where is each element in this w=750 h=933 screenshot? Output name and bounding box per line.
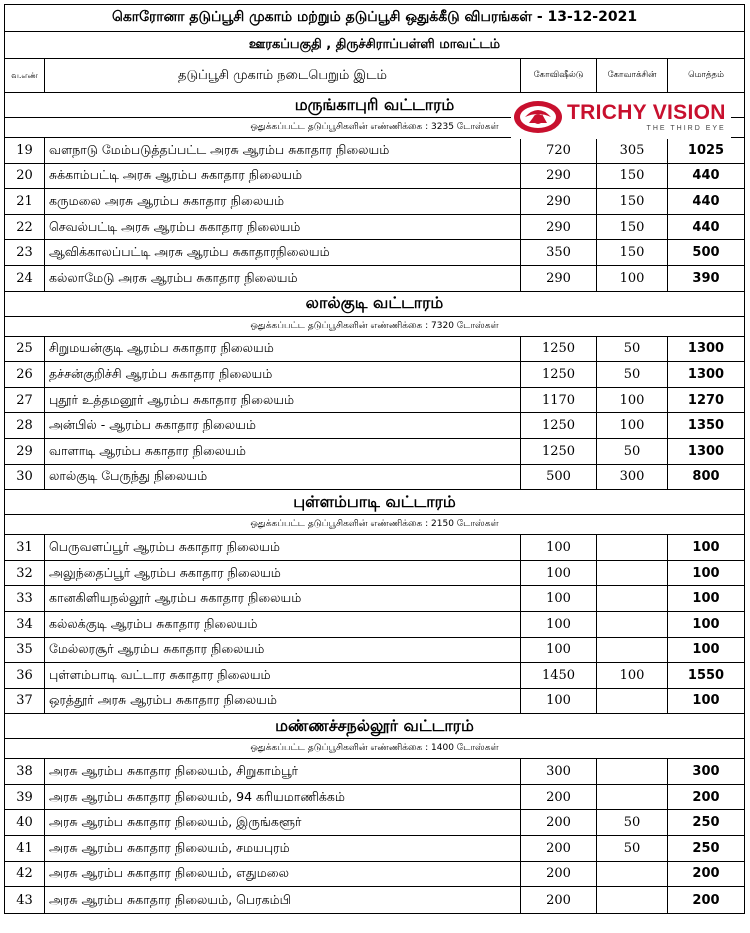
serial-number-cell: 20 xyxy=(5,164,45,189)
covishield-cell: 100 xyxy=(521,638,597,663)
covishield-cell: 1450 xyxy=(521,663,597,688)
place-cell: அன்பில் - ஆரம்ப சுகாதார நிலையம் xyxy=(45,413,521,438)
covishield-cell: 100 xyxy=(521,561,597,586)
covaxin-cell: 50 xyxy=(597,836,668,861)
place-cell: கல்லக்குடி ஆரம்ப சுகாதார நிலையம் xyxy=(45,612,521,637)
covishield-cell: 350 xyxy=(521,240,597,265)
place-cell: அலுந்தைப்பூர் ஆரம்ப சுகாதார நிலையம் xyxy=(45,561,521,586)
covaxin-cell: 50 xyxy=(597,439,668,464)
serial-number-cell: 34 xyxy=(5,612,45,637)
total-cell: 500 xyxy=(692,245,720,261)
covaxin-cell xyxy=(597,586,668,611)
covishield-cell: 300 xyxy=(521,759,597,784)
header-serial-number: வ.எண் xyxy=(5,59,45,92)
serial-number-cell: 25 xyxy=(5,337,45,362)
covaxin-cell xyxy=(597,535,668,560)
total-cell: 1300 xyxy=(687,341,725,357)
block-heading xyxy=(5,292,744,317)
serial-number-cell: 23 xyxy=(5,240,45,265)
table-row xyxy=(5,413,744,439)
header-place: தடுப்பூசி முகாம் நடைபெறும் இடம் xyxy=(45,59,521,92)
place-cell: தச்சன்குறிச்சி ஆரம்ப சுகாதார நிலையம் xyxy=(45,362,521,387)
allocation-text: ஒதுக்கப்பட்ட தடுப்பூசிகளின் எண்ணிக்கை : 2150 டோஸ்கள் xyxy=(250,519,499,530)
covaxin-cell: 150 xyxy=(597,240,668,265)
block-name: மண்ணச்சநல்லூர் வட்டாரம் xyxy=(275,715,474,735)
serial-number-cell: 30 xyxy=(5,465,45,490)
covaxin-cell xyxy=(597,638,668,663)
place-cell: வளநாடு மேம்படுத்தப்பட்ட அரசு ஆரம்ப சுகாதார நிலையம் xyxy=(45,138,521,163)
vaccination-table xyxy=(4,4,745,914)
covaxin-cell: 50 xyxy=(597,337,668,362)
total-cell: 250 xyxy=(692,815,720,831)
covishield-cell: 290 xyxy=(521,215,597,240)
place-cell: கல்லாமேடு அரசு ஆரம்ப சுகாதார நிலையம் xyxy=(45,266,521,291)
covaxin-cell: 100 xyxy=(597,413,668,438)
allocation-row xyxy=(5,739,744,759)
covishield-cell: 100 xyxy=(521,689,597,714)
place-cell: மேல்லரசூர் ஆரம்ப சுகாதார நிலையம் xyxy=(45,638,521,663)
covishield-cell: 200 xyxy=(521,785,597,810)
serial-number-cell: 27 xyxy=(5,388,45,413)
place-cell: அரசு ஆரம்ப சுகாதார நிலையம், 94 கரியமாணிக்கம் xyxy=(45,785,521,810)
covishield-cell: 1250 xyxy=(521,337,597,362)
header-total: மொத்தம் xyxy=(688,70,724,80)
table-row xyxy=(5,362,744,388)
covaxin-cell: 50 xyxy=(597,362,668,387)
covishield-cell: 200 xyxy=(521,810,597,835)
covaxin-cell: 100 xyxy=(597,266,668,291)
total-cell: 200 xyxy=(692,866,720,882)
block-heading xyxy=(5,490,744,515)
covaxin-cell xyxy=(597,561,668,586)
logo-name: TRICHY VISION xyxy=(567,101,726,124)
serial-number-cell: 41 xyxy=(5,836,45,861)
total-cell: 800 xyxy=(692,469,720,485)
serial-number-cell: 24 xyxy=(5,266,45,291)
allocation-row xyxy=(5,317,744,337)
block-heading xyxy=(5,714,744,739)
table-row xyxy=(5,266,744,292)
total-cell: 100 xyxy=(692,591,720,607)
allocation-row xyxy=(5,515,744,535)
place-cell: சிறுமயன்குடி ஆரம்ப சுகாதார நிலையம் xyxy=(45,337,521,362)
covaxin-cell: 150 xyxy=(597,189,668,214)
table-row xyxy=(5,836,744,862)
total-cell: 100 xyxy=(692,642,720,658)
serial-number-cell: 40 xyxy=(5,810,45,835)
table-row xyxy=(5,689,744,715)
total-cell: 440 xyxy=(692,193,720,209)
covishield-cell: 200 xyxy=(521,836,597,861)
place-cell: சுக்காம்பட்டி அரசு ஆரம்ப சுகாதார நிலையம் xyxy=(45,164,521,189)
covishield-cell: 200 xyxy=(521,862,597,887)
serial-number-cell: 37 xyxy=(5,689,45,714)
place-cell: வாளாடி ஆரம்ப சுகாதார நிலையம் xyxy=(45,439,521,464)
place-cell: அரசு ஆரம்ப சுகாதார நிலையம், எதுமலை xyxy=(45,862,521,887)
total-cell: 100 xyxy=(692,693,720,709)
total-cell: 200 xyxy=(692,789,720,805)
place-cell: லால்குடி பேருந்து நிலையம் xyxy=(45,465,521,490)
table-row xyxy=(5,240,744,266)
total-cell: 300 xyxy=(692,764,720,780)
table-row xyxy=(5,388,744,414)
table-row xyxy=(5,887,744,913)
place-cell: புதூர் உத்தமனூர் ஆரம்ப சுகாதார நிலையம் xyxy=(45,388,521,413)
covaxin-cell xyxy=(597,612,668,637)
table-row xyxy=(5,561,744,587)
serial-number-cell: 29 xyxy=(5,439,45,464)
block-name: மருங்காபுரி வட்டாரம் xyxy=(294,94,455,114)
covishield-cell: 1250 xyxy=(521,439,597,464)
place-cell: அரசு ஆரம்ப சுகாதார நிலையம், இருங்களூர் xyxy=(45,810,521,835)
logo-text xyxy=(567,102,726,132)
total-cell: 440 xyxy=(692,168,720,184)
table-row xyxy=(5,215,744,241)
table-row xyxy=(5,337,744,363)
place-cell: அரசு ஆரம்ப சுகாதார நிலையம், பெரகம்பி xyxy=(45,887,521,913)
total-cell: 1300 xyxy=(687,366,725,382)
covaxin-cell: 150 xyxy=(597,215,668,240)
total-cell: 100 xyxy=(692,616,720,632)
covishield-cell: 100 xyxy=(521,535,597,560)
table-row xyxy=(5,810,744,836)
document-title-text: கொரோனா தடுப்பூசி முகாம் மற்றும் தடுப்பூசி ஒதுக்கீடு விபரங்கள் - 13-12-2021 xyxy=(111,9,638,25)
total-cell: 250 xyxy=(692,840,720,856)
covishield-cell: 290 xyxy=(521,164,597,189)
table-row xyxy=(5,785,744,811)
table-row xyxy=(5,638,744,664)
total-cell: 200 xyxy=(692,892,720,908)
covaxin-cell: 50 xyxy=(597,810,668,835)
place-cell: அரசு ஆரம்ப சுகாதார நிலையம், சமயபுரம் xyxy=(45,836,521,861)
covishield-cell: 500 xyxy=(521,465,597,490)
covishield-cell: 1250 xyxy=(521,362,597,387)
covaxin-cell xyxy=(597,862,668,887)
serial-number-cell: 26 xyxy=(5,362,45,387)
serial-number-cell: 38 xyxy=(5,759,45,784)
table-row xyxy=(5,465,744,491)
eye-logo-icon xyxy=(513,99,563,135)
serial-number-cell: 21 xyxy=(5,189,45,214)
covaxin-cell xyxy=(597,759,668,784)
document-title xyxy=(5,5,744,32)
table-row xyxy=(5,663,744,689)
table-row xyxy=(5,189,744,215)
serial-number-cell: 42 xyxy=(5,862,45,887)
district-heading-text: ஊரகப்பகுதி , திருச்சிராப்பள்ளி மாவட்டம் xyxy=(248,37,501,52)
total-cell: 1350 xyxy=(687,418,725,434)
block-sections xyxy=(5,93,744,913)
serial-number-cell: 31 xyxy=(5,535,45,560)
serial-number-cell: 43 xyxy=(5,887,45,913)
covishield-cell: 720 xyxy=(521,138,597,163)
place-cell: அரசு ஆரம்ப சுகாதார நிலையம், சிறுகாம்பூர் xyxy=(45,759,521,784)
place-cell: ஒரத்தூர் அரசு ஆரம்ப சுகாதார நிலையம் xyxy=(45,689,521,714)
total-cell: 100 xyxy=(692,539,720,555)
table-row xyxy=(5,535,744,561)
covishield-cell: 100 xyxy=(521,586,597,611)
block-name: லால்குடி வட்டாரம் xyxy=(305,293,444,313)
place-cell: கானகிளியநல்லூர் ஆரம்ப சுகாதார நிலையம் xyxy=(45,586,521,611)
logo-tagline: THE THIRD EYE xyxy=(646,125,726,132)
table-row xyxy=(5,439,744,465)
covaxin-cell: 305 xyxy=(597,138,668,163)
covaxin-cell: 100 xyxy=(597,663,668,688)
place-cell: புள்ளம்பாடி வட்டார சுகாதார நிலையம் xyxy=(45,663,521,688)
covaxin-cell: 300 xyxy=(597,465,668,490)
district-heading xyxy=(5,32,744,59)
trichy-vision-logo xyxy=(511,95,731,139)
serial-number-cell: 35 xyxy=(5,638,45,663)
table-row xyxy=(5,612,744,638)
covaxin-cell xyxy=(597,785,668,810)
covishield-cell: 200 xyxy=(521,887,597,913)
covaxin-cell: 100 xyxy=(597,388,668,413)
serial-number-cell: 36 xyxy=(5,663,45,688)
total-cell: 440 xyxy=(692,219,720,235)
total-cell: 100 xyxy=(692,565,720,581)
column-header-row xyxy=(5,59,744,93)
total-cell: 1550 xyxy=(687,667,725,683)
covishield-cell: 1170 xyxy=(521,388,597,413)
serial-number-cell: 32 xyxy=(5,561,45,586)
header-covishield: கோவிஷீல்டு xyxy=(521,59,597,92)
place-cell: பெருவளப்பூர் ஆரம்ப சுகாதார நிலையம் xyxy=(45,535,521,560)
total-cell: 1025 xyxy=(687,142,725,158)
header-covaxin: கோவாக்சின் xyxy=(597,59,668,92)
table-row xyxy=(5,586,744,612)
serial-number-cell: 28 xyxy=(5,413,45,438)
serial-number-cell: 22 xyxy=(5,215,45,240)
table-row xyxy=(5,164,744,190)
serial-number-cell: 19 xyxy=(5,138,45,163)
table-row xyxy=(5,138,744,164)
place-cell: செவல்பட்டி அரசு ஆரம்ப சுகாதார நிலையம் xyxy=(45,215,521,240)
allocation-text: ஒதுக்கப்பட்ட தடுப்பூசிகளின் எண்ணிக்கை : 3235 டோஸ்கள் xyxy=(250,122,499,132)
covishield-cell: 290 xyxy=(521,189,597,214)
table-row xyxy=(5,862,744,888)
place-cell: ஆவிக்காலப்பட்டி அரசு ஆரம்ப சுகாதாரநிலையம் xyxy=(45,240,521,265)
block-name: புள்ளம்பாடி வட்டாரம் xyxy=(293,491,456,511)
covaxin-cell: 150 xyxy=(597,164,668,189)
serial-number-cell: 39 xyxy=(5,785,45,810)
total-cell: 1300 xyxy=(687,443,725,459)
total-cell: 1270 xyxy=(687,392,725,408)
total-cell: 390 xyxy=(692,270,720,286)
allocation-text: ஒதுக்கப்பட்ட தடுப்பூசிகளின் எண்ணிக்கை : 1400 டோஸ்கள் xyxy=(250,743,499,754)
covishield-cell: 290 xyxy=(521,266,597,291)
serial-number-cell: 33 xyxy=(5,586,45,611)
table-row xyxy=(5,759,744,785)
covishield-cell: 100 xyxy=(521,612,597,637)
covaxin-cell xyxy=(597,689,668,714)
allocation-text: ஒதுக்கப்பட்ட தடுப்பூசிகளின் எண்ணிக்கை : 7320 டோஸ்கள் xyxy=(250,320,499,331)
covishield-cell: 1250 xyxy=(521,413,597,438)
place-cell: கருமலை அரசு ஆரம்ப சுகாதார நிலையம் xyxy=(45,189,521,214)
covaxin-cell xyxy=(597,887,668,913)
